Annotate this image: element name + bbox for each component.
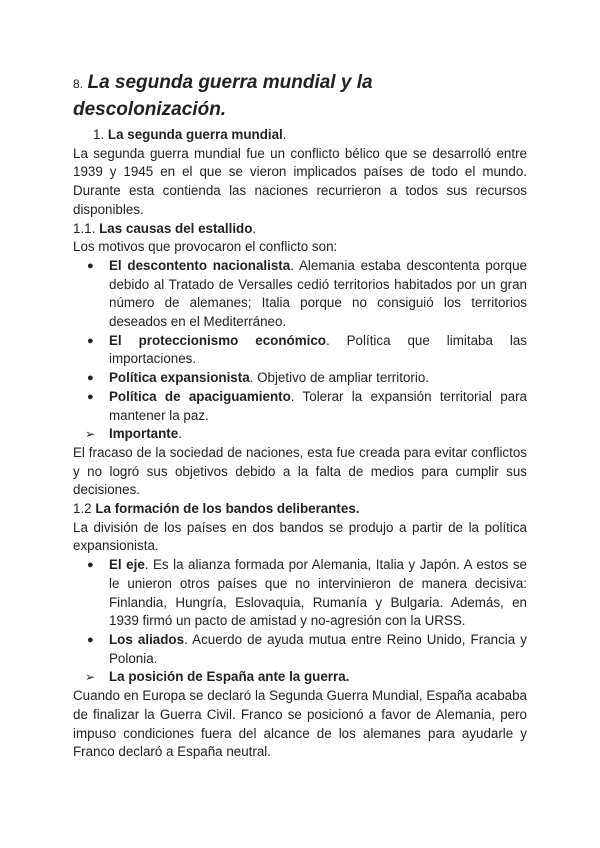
important-arrow-item: ➢ Importante. <box>73 425 527 444</box>
list-item-term: El proteccionismo económico <box>109 332 326 348</box>
bullet-icon: ● <box>87 334 94 347</box>
sides-list <box>73 556 527 668</box>
spain-arrow-item <box>73 668 527 687</box>
list-item-text: . Acuerdo de ayuda mutua entre Reino Unido, Francia y Polonia. <box>109 631 528 666</box>
list-item-text: . Es la alianza formada por Alemania, Italia y Japón. A estos se le unieron otros países que no intervinieron de manera decisiva: Finlandia, Hungría, Eslovaquia, Rumanía y Bulgaria. Además, en 1939 firmó un pacto de amistad y no-agresión con la URSS. <box>109 557 527 629</box>
list-item-text: . Objetivo de ampliar territorio. <box>249 370 430 386</box>
section-1-number: 1. <box>93 127 105 142</box>
list-item-term: Los aliados <box>109 631 185 647</box>
bullet-icon: ● <box>87 633 94 646</box>
list-item <box>73 369 527 388</box>
list-item-term: El descontento nacionalista <box>109 257 291 273</box>
section-1-1-heading: 1.1. Las causas del estallido. <box>73 220 257 236</box>
section-1-2-paragraph: Cuando en Europa se declaró la Segunda Guerra Mundial, España acababa de finalizar la Guerra Civil. Franco se posicionó a favor de Alemania, pero impuso condiciones fuera del alcance de los alemanes para ayudarle y Franco declaró a España neutral. <box>73 688 527 760</box>
list-item-term: Política de apaciguamiento <box>109 388 291 404</box>
list-item-text: . Alemania estaba descontenta porque debido al Tratado de Versalles cedió territorios habitados por un gran número de alemanes; Italia porque no consiguió los territorios deseados en el Mediterráneo. <box>109 257 527 330</box>
section-1-1-intro: Los motivos que provocaron el conflicto son: <box>73 239 338 255</box>
section-1-paragraph: La segunda guerra mundial fue un conflicto bélico que se desarrolló entre 1939 y 1945 en el que se vieron implicados países de todo el mundo. Durante esta contienda las naciones recurrieron a todos sus recursos disponibles. <box>73 145 527 217</box>
bullet-icon: ● <box>87 259 94 272</box>
section-1-heading: 1. La segunda guerra mundial. <box>93 127 287 142</box>
list-item-term: El eje <box>109 557 145 573</box>
list-item-text: . Tolerar la expansión territorial para mantener la paz. <box>109 388 527 423</box>
list-item <box>73 257 527 332</box>
section-1-1-paragraph: El fracaso de la sociedad de naciones, esta fue creada para evitar conflictos y no logró sus objetivos debido a la falta de medios para cumplir sus decisiones. <box>73 444 527 498</box>
section-1-2-intro: La división de los países en dos bandos se produjo a partir de la política expansionista. <box>73 519 527 554</box>
list-item-term: Política expansionista <box>109 370 250 386</box>
list-item <box>73 332 527 369</box>
list-item <box>73 556 527 631</box>
section-1-1-number: 1.1. <box>73 220 96 236</box>
section-1-1-title: Las causas del estallido <box>99 220 253 236</box>
section-1-2-title: La formación de los bandos deliberantes. <box>95 501 360 517</box>
document-page <box>73 70 527 762</box>
title-text: La segunda guerra mundial y la descolonización. <box>73 72 373 120</box>
bullet-icon: ● <box>87 390 94 403</box>
section-1-title: La segunda guerra mundial <box>107 127 283 142</box>
section-1-2-number: 1.2 <box>73 501 92 517</box>
title-number: 8. <box>73 77 84 91</box>
bullet-icon: ● <box>87 372 94 385</box>
list-item <box>73 631 527 668</box>
section-1-2-heading <box>73 500 527 519</box>
page-title <box>73 70 527 124</box>
list-item-text: . Política que limitaba las importaciones. <box>109 332 527 367</box>
bullet-icon: ● <box>87 559 94 572</box>
spain-position-label: La posición de España ante la guerra. <box>109 669 350 685</box>
causes-list <box>73 257 527 425</box>
arrow-icon: ➢ <box>85 427 96 442</box>
list-item <box>73 388 527 425</box>
arrow-icon: ➢ <box>85 670 96 685</box>
important-label: Importante <box>109 426 179 442</box>
